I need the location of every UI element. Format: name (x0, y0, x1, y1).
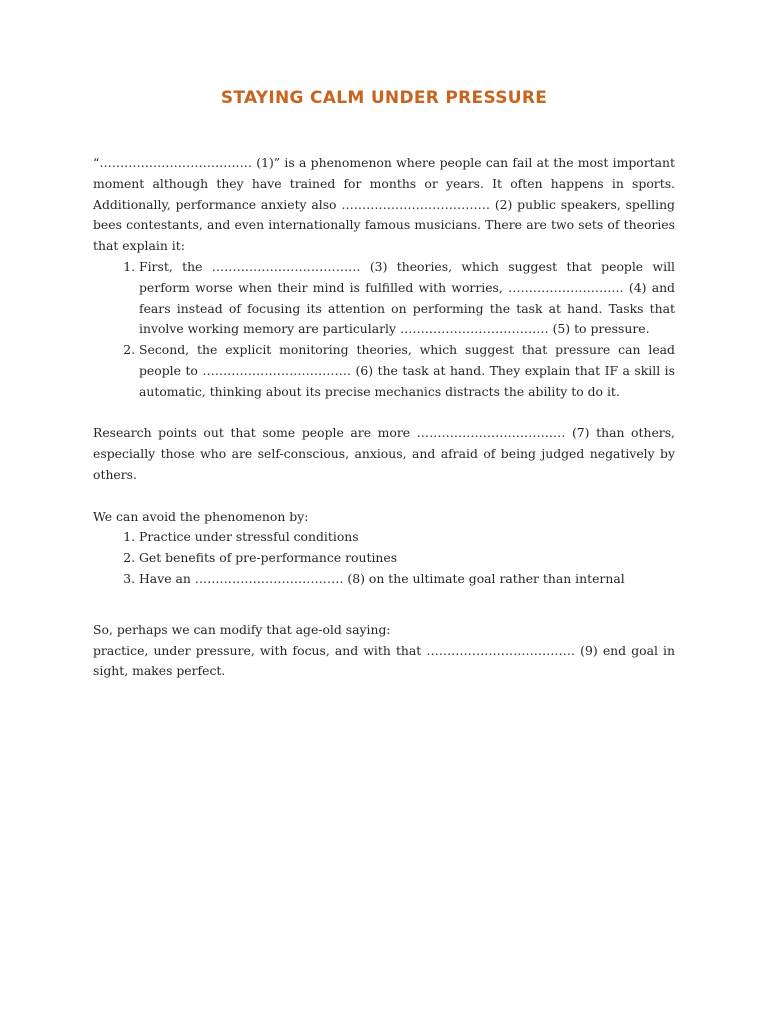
theory-item-1: 1. First, the ……………………………… (3) theories, which suggest that people will perform worse when their mind is fulfilled with worries, ………………………. (4) and fears instead of focusing its attention on performing the task at hand. Tasks that involve working memory are particularly ……………………………… (5) to pressure. (139, 257, 675, 340)
document-title: STAYING CALM UNDER PRESSURE (220, 88, 548, 108)
theories-list (93, 257, 675, 403)
avoid-item-2: 2. Get benefits of pre-performance routines (139, 548, 675, 569)
avoid-intro: We can avoid the phenomenon by: (93, 508, 309, 524)
research-paragraph: Research points out that some people are more ……………………………… (7) than others, especially those who are self-conscious, anxious, and afraid of being judged negatively by others. (93, 425, 675, 482)
closing-paragraph: practice, under pressure, with focus, and with that ……………………………… (9) end goal in sight, makes perfect. (93, 642, 675, 679)
spacer (93, 486, 675, 507)
document-body (93, 153, 675, 682)
spacer (93, 403, 675, 424)
intro-paragraph: “…………………………….… (1)” is a phenomenon where people can fail at the most important moment although they have trained for months or years. It often happens in sports. Additionally, performance anxiety also ……………………………… (2) public speakers, spelling bees contestants, and even internationally famous musicians. There are two sets of theories that explain it: (93, 155, 675, 254)
avoid-item-3: 3. Have an ……………………………… (8) on the ultimate goal rather than internal (139, 569, 675, 590)
avoid-item-1: 1. Practice under stressful conditions (139, 527, 675, 548)
closing-intro: So, perhaps we can modify that age-old saying: (93, 621, 391, 637)
avoid-list (93, 527, 675, 589)
spacer (93, 590, 675, 620)
theory-item-2: 2. Second, the explicit monitoring theories, which suggest that pressure can lead people to ……………………………… (6) the task at hand. They explain that IF a skill is automatic, thinking about its precise mechanics distracts the ability to do it. (139, 340, 675, 402)
